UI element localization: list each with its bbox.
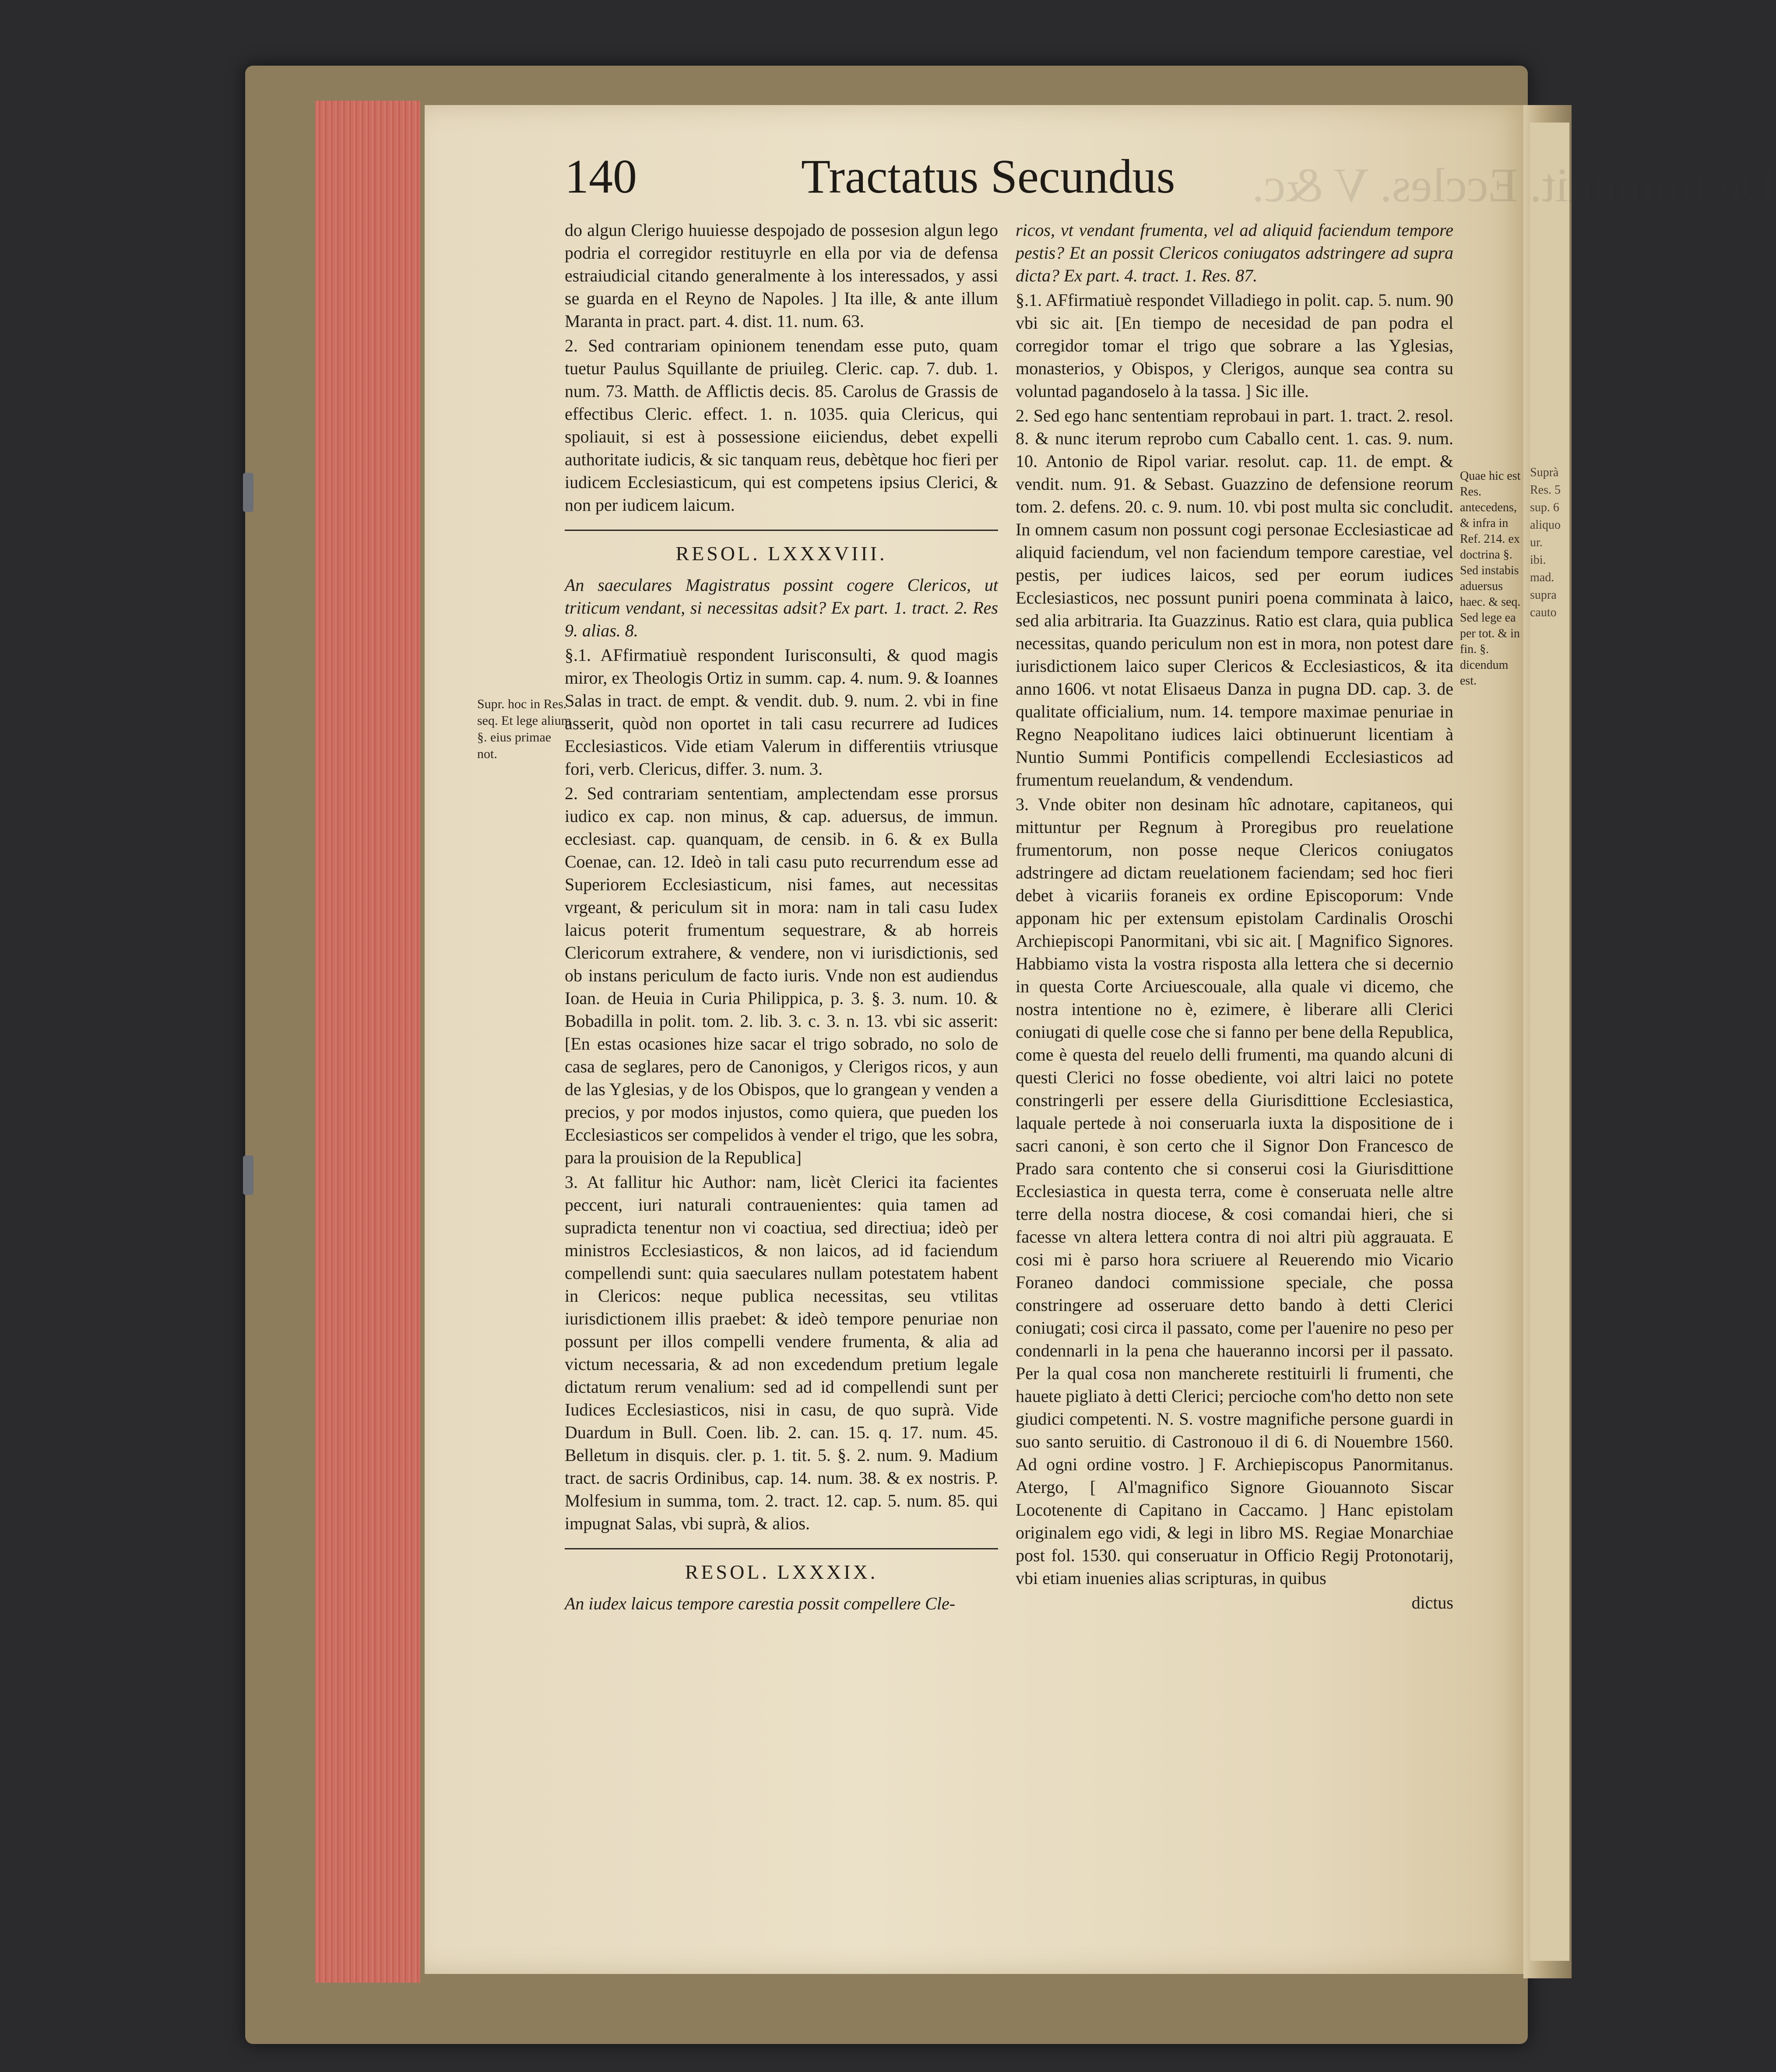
facing-page — [1530, 123, 1569, 1961]
catchword: dictus — [1411, 1593, 1453, 1612]
bleed-through-text: De Immunit. Eccles. V &c. — [1252, 158, 1776, 212]
right-column — [1016, 219, 1453, 1614]
paragraph: 3. Vnde obiter non desinam hîc adnotare, capitaneos, qui mittuntur per Regnum à Proregibus pro reuelatione frumentorum, non posse neque Clericos coniugatos adstringere ad dictam reuelationem faciendam; sed hoc fieri debet à vicariis foraneis ex ordine Episcoporum: Vnde apponam hic per extensum epistolam Cardinalis Oroschi Archiepiscopi Panormitani, vbi sic ait. [ Magnifico Signores. Habbiamo vista la vostra risposta alla lettera che si decernio in questa Corte Arciuescouale, alla quale vi dicemo, che nostra intentione no è, ezimere, è liberare alli Clerici coniugati di quelle cose che si fanno per bene della Republica, come è questa del reuelo delli frumenti, ma quando alcuni di questi Clerici no fosse obediente, voi altri laici no potete constringerli per essere della Giurisdittione Ecclesiastica, laquale pertede à noi conseruarla iuxta la dispositione de i sacri canoni, è son certo che il Signor Don Francesco de Prado sara contento che si conserui cosi la Giurisdittione Ecclesiastica in questa terra, come è conseruata nelle altre terre della nostra diocese, & cosi comandai hieri, che si facesse vn altera lettera contra di noi altri più aggrauata. E cosi mi è parso hora scriuere al Reuerendo mio Vicario Foraneo dandoci commissione speciale, che possa constringere ad osseruare detto bando à detti Clerici coniugati; cosi circa il passato, come per l'auenire no peso per condennarli in la pena che haueranno incorsi per il passato. Per la qual cosa non mancherete restituirli li frumenti, che hauete pigliato à detti Clerici; percioche com'ho detto non sete giudici competenti. N. S. vostre magnifiche persone guardi in suo santo seruitio. di Castronouo il di 6. di Nouembre 1560. Ad ogni ordine vostro. ] F. Archiepiscopus Panormitanus. Atergo, [ Al'magnifico Signore Giouannoto Siscar Locotenente di Capitano in Caccamo. ] Hanc epistolam originalem ego vidi, & legi in libro MS. Regiae Monarchiae post fol. 1530. qui conseruatur in Officio Regij Protonotarij, vbi etiam inuenies alias scripturas, in quibus — [1016, 794, 1453, 1588]
facing-page-fragment: mad. — [1530, 571, 1554, 584]
question: An iudex laicus tempore carestia possit compellere Cle- — [565, 1594, 956, 1613]
paragraph: do algun Clerigo huuiesse despojado de possesion algun lego podria el corregidor restituyrle en ella por via de defensa estraiudicial citando generalmente à los interessados, y assi se guarda en el Reyno de Napoles. ] Ita ille, & ante illum Maranta in pract. part. 4. dist. 11. num. 63. — [565, 220, 998, 331]
facing-page-fragment: Suprà — [1530, 466, 1559, 479]
question: An saeculares Magistratus possint cogere Clericos, ut triticum vendant, si necessitas adsit? Ex part. 1. tract. 2. Res 9. alias. 8. — [565, 575, 998, 640]
facing-page-fragment: supra — [1530, 588, 1557, 602]
running-title: Tractatus Secundus — [801, 150, 1175, 203]
paragraph: 2. Sed contrariam sententiam, amplectendam esse prorsus iudico ex cap. non minus, & cap. aduersus, de immun. ecclesiast. cap. quanquam, de censib. in 6. & ex Bulla Coenae, can. 12. Ideò in tali casu puto recurrendum esse ad Superiorem Ecclesiasticum, nisi fames, aut necessitas vrgeant, & periculum sit in mora: nam in tali casu Iudex laicus poterit frumentum sequestrare, & ab horreis Clericorum extrahere, & vendere, non vi iurisdictionis, sed ob instans periculum de facto iuris. Vnde non est audiendus Ioan. de Heuia in Curia Philippica, p. 3. §. 3. num. 10. & Bobadilla in polit. tom. 2. lib. 3. c. 3. n. 13. vbi sic asserit: [En estas ocasiones hize sacar el trigo sobrado, no solo de casa de seglares, pero de Canonigos, y Clerigos ricos, y aun de las Yglesias, y de los Obispos, que lo grangean y venden a precios, y por modos injustos, como quiera, que pueden los Ecclesiasticos ser compelidos à vender el trigo, que les sobra, para la prouision de la Republica] — [565, 783, 998, 1167]
paragraph: 3. At fallitur hic Author: nam, licèt Clerici ita facientes peccent, iuri naturali contrauenientes: quia tamen ad supradicta tenentur non vi coactiua, sed directiua; ideò per ministros Ecclesiasticos, & non laicos, ad id faciendum compellendi sunt: quia saeculares nullam potestatem habent in Clericos: neque publica necessitas, seu vtilitas iurisdictionem illis praebet: & ideò tempore penuriae non possunt per illos compelli vendere frumenta, & alia ad victum necessaria, & ad non excedendum pretium legale dictatum rerum venalium: sed ad id compellendi sunt per Iudices Ecclesiasticos, nisi in casu, de quo suprà. Vide Duardum in Bull. Coen. lib. 2. can. 15. q. 17. num. 45. Belletum in disquis. cler. p. 1. tit. 5. §. 2. num. 9. Madium tract. de sacris Ordinibus, cap. 14. num. 38. & ex nostris. P. Molfesium in summa, tom. 2. tract. 12. cap. 5. num. 85. qui impugnat Salas, vbi suprà, & alios. — [565, 1172, 998, 1533]
page-header — [565, 144, 1186, 219]
page-edges — [315, 101, 420, 1983]
facing-page-fragment: cauto — [1530, 606, 1557, 619]
page-number: 140 — [565, 150, 637, 203]
paragraph: 2. Sed contrariam opinionem tenendam esse puto, quam tuetur Paulus Squillante de priuileg. Cleric. cap. 7. dub. 1. num. 73. Matth. de Afflictis decis. 85. Carolus de Grassis de effectibus Cleric. effect. 1. n. 1035. quia Clericus, qui spoliauit, si est à possessione eiiciendus, debet expelli authoritate iudicis, & sic tanquam reus, debètque hoc fieri per iudicem Ecclesiasticum, qui est competens ipsius Clerici, & non per iudicem laicum. — [565, 336, 998, 515]
facing-page-fragment: ur. — [1530, 536, 1543, 549]
right-margin-note: Quae hic est Res. antecedens, & infra in Ref. 214. ex doctrina §. Sed instabis aduersus haec. & seq. Sed lege ea per tot. & in fin. §. dicendum est. — [1460, 469, 1521, 688]
facing-page-fragment: sup. 6 — [1530, 501, 1559, 514]
resolution-heading: RESOL. LXXXIX. — [565, 1548, 998, 1584]
resolution-heading: RESOL. LXXXVIII. — [565, 530, 998, 565]
clip-top — [243, 473, 253, 512]
facing-page-fragment: aliquo — [1530, 518, 1561, 532]
paragraph: §.1. AFfirmatiuè respondent Iurisconsulti, & quod magis miror, ex Theologis Ortiz in summ. cap. 4. num. 9. & Ioannes Salas in tract. de empt. & vendit. dub. 9. num. 2. vbi in fine asserit, quòd non oportet in tali casu recurrere ad Iudices Ecclesiasticos. Vide etiam Valerum in differentiis vtriusque fori, verb. Clericus, differ. 3. num. 3. — [565, 645, 998, 779]
paragraph: §.1. AFfirmatiuè respondet Villadiego in polit. cap. 5. num. 90 vbi sic ait. [En tiempo de necesidad de pan podra el corregidor tomar el trigo que sobrare a las Yglesias, monasterios, y Obispos, y Clerigos, aunque sea contra su voluntad pagandoselo à la tassa. ] Sic ille. — [1016, 290, 1453, 401]
left-margin-note: Supr. hoc in Res. seq. Et lege alium §. eius primae not. — [477, 697, 571, 761]
question-continued: ricos, vt vendant frumenta, vel ad aliquid faciendum tempore pestis? Et an possit Clericos coniugatos adstringere ad supra dicta? Ex part. 4. tract. 1. Res. 87. — [1016, 220, 1453, 285]
facing-page-fragment: ibi. — [1530, 553, 1546, 567]
clip-bottom — [243, 1155, 253, 1195]
paragraph: 2. Sed ego hanc sententiam reprobaui in part. 1. tract. 2. resol. 8. & nunc iterum reprobo cum Caballo cent. 1. cas. 9. num. 10. Antonio de Ripol variar. resolut. cap. 11. de empt. & vendit. num. 91. & Sebast. Guazzino de defensione reorum tom. 2. defens. 20. c. 9. num. 10. vbi post multa sic concludit. In omnem casum non possunt cogi personae Ecclesiasticae ad aliquid faciendum, vel non faciendum tempore carestiae, vel pestis, per iudices laicos, sed per eorum iudices Ecclesiasticos, nec possunt puniri poena comminata à laico, sed alia arbitraria. Ita Guazzinus. Ratio est clara, quia publica necessitas, quando periculum non est in mora, non potest dare iurisdictionem laico super Clericos & Ecclesiasticos, & ita anno 1606. vt notat Elisaeus Danza in pugna DD. cap. 3. de qualitate officialium, num. 14. tempore maximae penuriae in Regno Neapolitano iudices laici obtinuerunt licentiam à Nuntio Summi Pontificis compellendi Ecclesiasticos ad frumentum reuelandum, & vendendum. — [1016, 406, 1453, 790]
left-column — [565, 219, 998, 1617]
facing-page-fragment: Res. 5 — [1530, 483, 1561, 497]
